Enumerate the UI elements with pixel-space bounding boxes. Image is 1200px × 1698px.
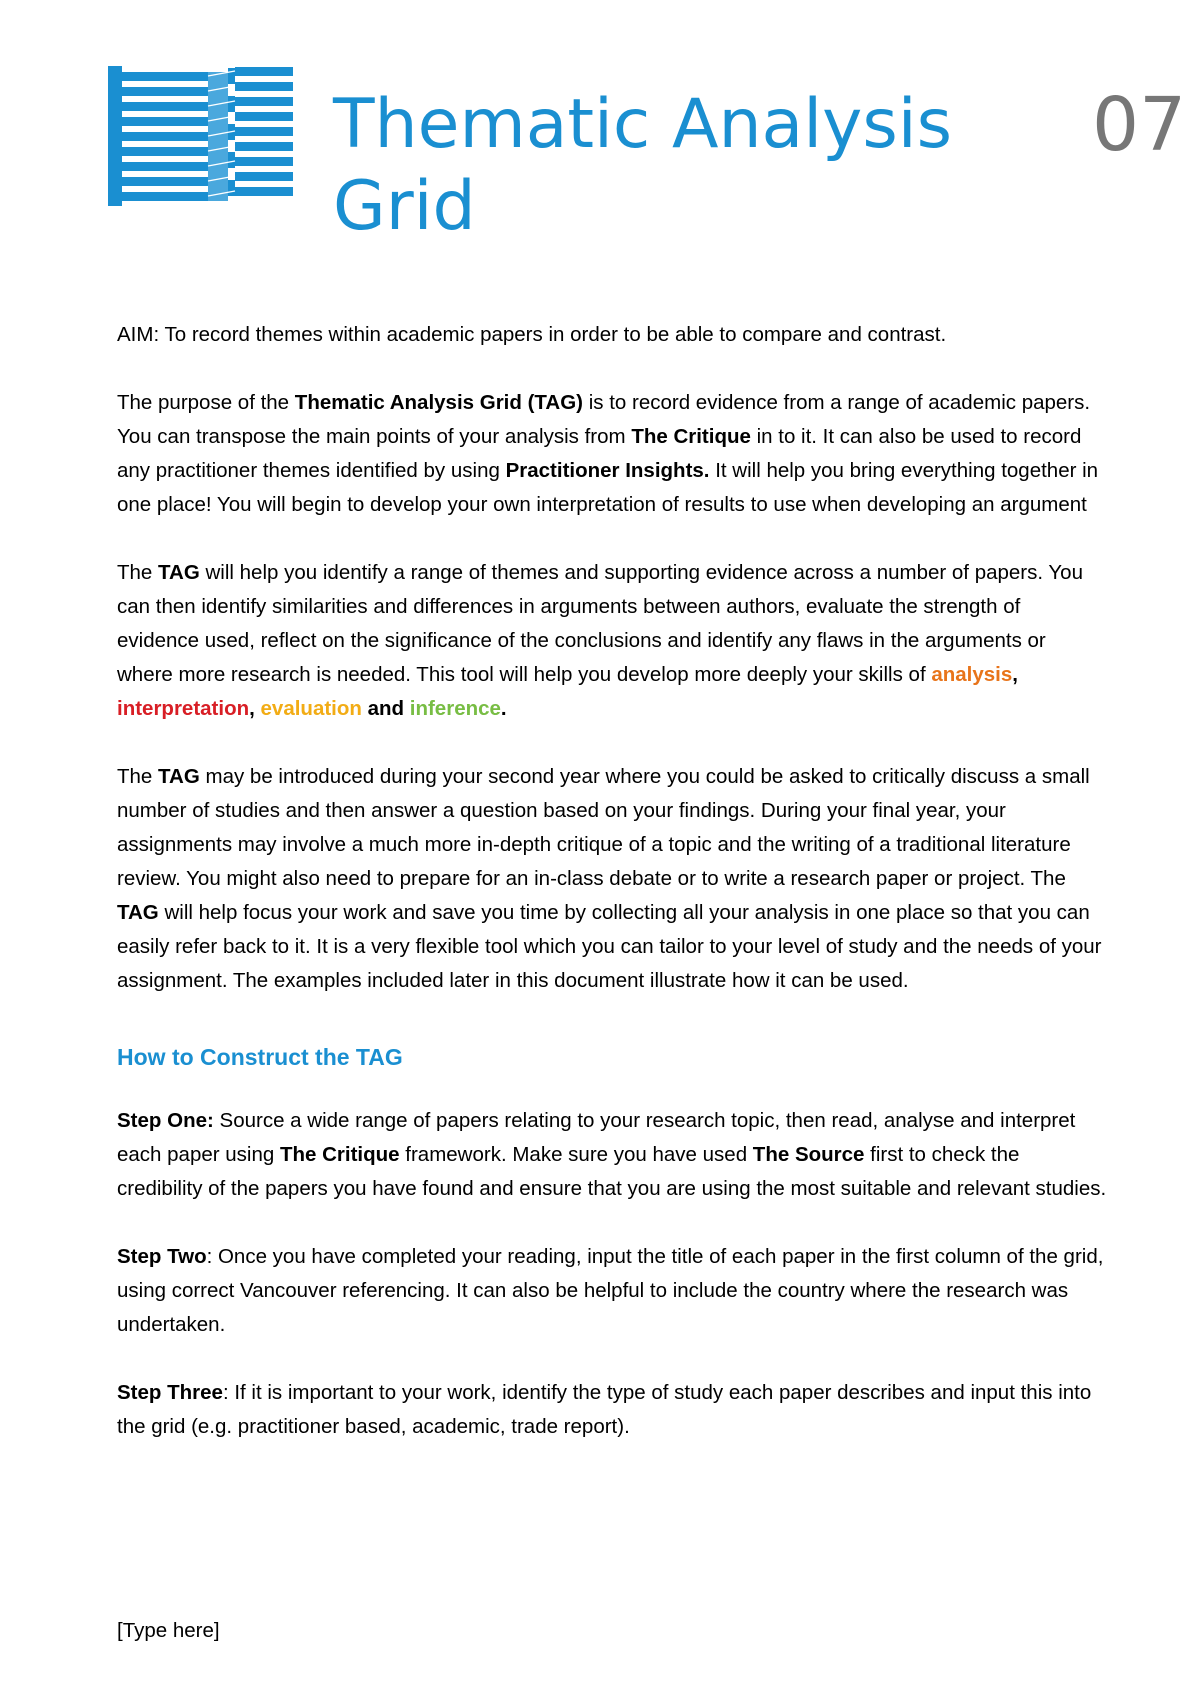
grid-network-icon [108,66,293,211]
text-run: Source a wide range of papers relating to your research topic, then read, analyse and interpret each paper using [117,1109,1076,1166]
text-run: is to record evidence from a range of academic papers. You can transpose the main points of your analysis from [117,391,1091,448]
section-heading: How to Construct the TAG [117,1044,403,1070]
text-run: framework. Make sure you have used [399,1143,753,1166]
step-one [117,1104,1107,1206]
skill-inference: inference [409,697,501,720]
bold-term: Thematic Analysis Grid (TAG) [294,391,583,414]
text-run: It will help you bring everything together in one place! You will begin to develop your own interpretation of results to use when developing an argument [117,459,1099,516]
separator: . [500,697,507,720]
text-run: The [117,561,159,584]
aim-paragraph: AIM: To record themes within academic papers in order to be able to compare and contrast. [117,323,947,346]
step-three [117,1376,1107,1444]
title-line-1: Thematic Analysis [333,85,953,164]
skill-interpretation: interpretation [117,697,250,720]
bold-term: TAG [158,561,200,584]
title-line-2: Grid [333,167,476,246]
skill-evaluation: evaluation [260,697,362,720]
text-run: will help you identify a range of themes and supporting evidence across a number of papers. You can then identify similarities and differences in arguments between authors, evaluate the strength of evidence used, reflect on the significance of the conclusions and identify any flaws in the arguments or where more research is needed. This tool will help you develop more deeply your skills of [117,561,1083,686]
text-run: in to it. It can also be used to record any practitioner themes identified by using [117,425,1082,482]
tag-themes-paragraph [117,556,1107,726]
bold-term: The Source [752,1143,865,1166]
step-label: Step Two [117,1245,207,1268]
tag-usage-paragraph [117,760,1107,998]
text-run: The purpose of the [117,391,295,414]
skill-analysis: analysis [931,663,1013,686]
text-run: may be introduced during your second year where you could be asked to critically discuss a small number of studies and then answer a question based on your findings. During your final year, your assignments may involve a much more in-depth critique of a topic and the writing of a traditional literature review. You might also need to prepare for an in-class debate or to write a research paper or project. The [117,765,1090,890]
separator: , [1012,663,1018,686]
text-run: : If it is important to your work, identify the type of study each paper describes and input this into the grid (e.g. practitioner based, academic, trade report). [117,1381,1092,1438]
document-body [117,318,1107,1478]
text-run: : Once you have completed your reading, input the title of each paper in the first column of the grid, using correct Vancouver referencing. It can also be helpful to include the country where the research was undertaken. [117,1245,1104,1336]
text-run: will help focus your work and save you time by collecting all your analysis in one place so that you can easily refer back to it. It is a very flexible tool which you can tailor to your level of study and the needs of your assignment. The examples included later in this document illustrate how it can be used. [117,901,1102,992]
step-label: Step Three [117,1381,223,1404]
separator: , [249,697,261,720]
page-title [333,84,952,248]
purpose-paragraph [117,386,1107,522]
bold-term: TAG [117,901,159,924]
separator: and [361,697,410,720]
step-two [117,1240,1107,1342]
bold-term: The Critique [631,425,751,448]
text-run: first to check the credibility of the papers you have found and ensure that you are using the most suitable and relevant studies. [117,1143,1107,1200]
bold-term: The Critique [279,1143,400,1166]
bold-term: TAG [158,765,200,788]
bold-term: Practitioner Insights. [505,459,710,482]
footer-placeholder[interactable]: [Type here] [117,1619,220,1642]
document-number: 07 [1092,82,1187,168]
text-run: The [117,765,159,788]
step-label: Step One: [117,1109,214,1132]
